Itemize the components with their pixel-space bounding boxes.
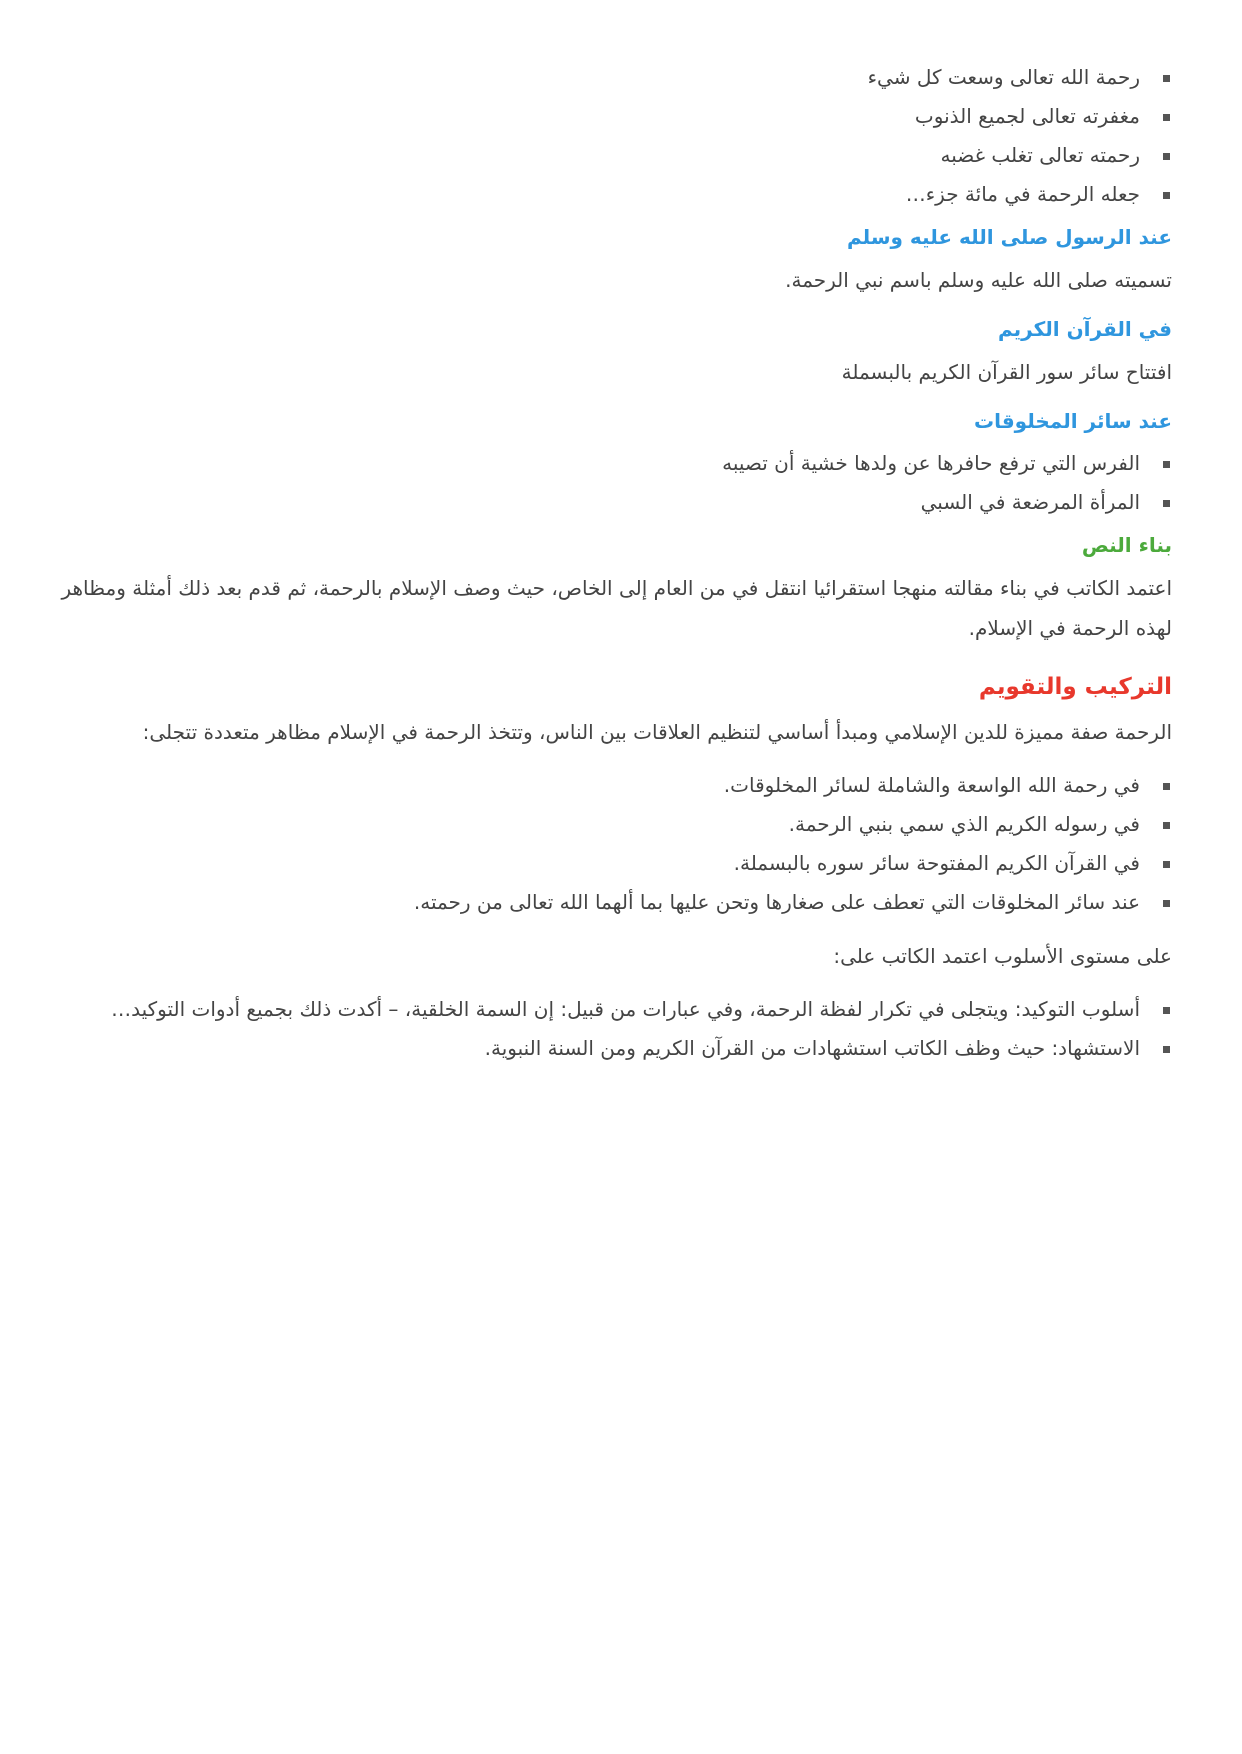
square-bullet-icon (1163, 192, 1170, 199)
heading-prophet: عند الرسول صلى الله عليه وسلم (846, 225, 1172, 249)
heading-synthesis: التركيب والتقويم (978, 674, 1172, 700)
document-page (60, 58, 1172, 1068)
square-bullet-icon (1163, 461, 1170, 468)
list-item: الفرس التي ترفع حافرها عن ولدها خشية أن تصيبه (60, 444, 1172, 483)
list-item: جعله الرحمة في مائة جزء… (60, 175, 1172, 214)
square-bullet-icon (1163, 75, 1170, 82)
square-bullet-icon (1163, 783, 1170, 790)
square-bullet-icon (1163, 822, 1170, 829)
mercy-aspects-list (60, 58, 1172, 214)
list-item: في رسوله الكريم الذي سمي بنبي الرحمة. (60, 805, 1172, 844)
list-item: عند سائر المخلوقات التي تعطف على صغارها وتحن عليها بما ألهما الله تعالى من رحمته. (60, 883, 1172, 922)
square-bullet-icon (1163, 114, 1170, 121)
style-list (60, 990, 1172, 1068)
list-item: مغفرته تعالى لجميع الذنوب (60, 97, 1172, 136)
heading-creatures: عند سائر المخلوقات (973, 409, 1172, 433)
list-item: المرأة المرضعة في السبي (60, 483, 1172, 522)
square-bullet-icon (1163, 861, 1170, 868)
square-bullet-icon (1163, 1046, 1170, 1053)
heading-text-structure: بناء النص (1081, 533, 1172, 557)
square-bullet-icon (1163, 153, 1170, 160)
square-bullet-icon (1163, 500, 1170, 507)
list-item: رحمته تعالى تغلب غضبه (60, 136, 1172, 175)
prophet-text: تسميته صلى الله عليه وسلم باسم نبي الرحمة. (785, 268, 1172, 292)
list-item: رحمة الله تعالى وسعت كل شيء (60, 58, 1172, 97)
heading-quran: في القرآن الكريم (997, 317, 1172, 341)
list-item: الاستشهاد: حيث وظف الكاتب استشهادات من القرآن الكريم ومن السنة النبوية. (60, 1029, 1172, 1068)
square-bullet-icon (1163, 900, 1170, 907)
creatures-list (60, 444, 1172, 522)
square-bullet-icon (1163, 1007, 1170, 1014)
list-item: أسلوب التوكيد: ويتجلى في تكرار لفظة الرحمة، وفي عبارات من قبيل: إن السمة الخلقية، – أكدت ذلك بجميع أدوات التوكيد… (60, 990, 1172, 1029)
quran-text: افتتاح سائر سور القرآن الكريم بالبسملة (841, 360, 1172, 384)
style-intro: على مستوى الأسلوب اعتمد الكاتب على: (833, 944, 1172, 968)
list-item: في القرآن الكريم المفتوحة سائر سوره بالبسملة. (60, 844, 1172, 883)
synthesis-intro: الرحمة صفة مميزة للدين الإسلامي ومبدأ أساسي لتنظيم العلاقات بين الناس، وتتخذ الرحمة في الإسلام مظاهر متعددة تتجلى: (142, 720, 1172, 744)
synthesis-list (60, 766, 1172, 922)
structure-text: اعتمد الكاتب في بناء مقالته منهجا استقرائيا انتقل في من العام إلى الخاص، حيث وصف الإسلام بالرحمة، ثم قدم بعد ذلك أمثلة ومظاهر لهذه الرحمة في الإسلام. (61, 576, 1172, 640)
list-item: في رحمة الله الواسعة والشاملة لسائر المخلوقات. (60, 766, 1172, 805)
